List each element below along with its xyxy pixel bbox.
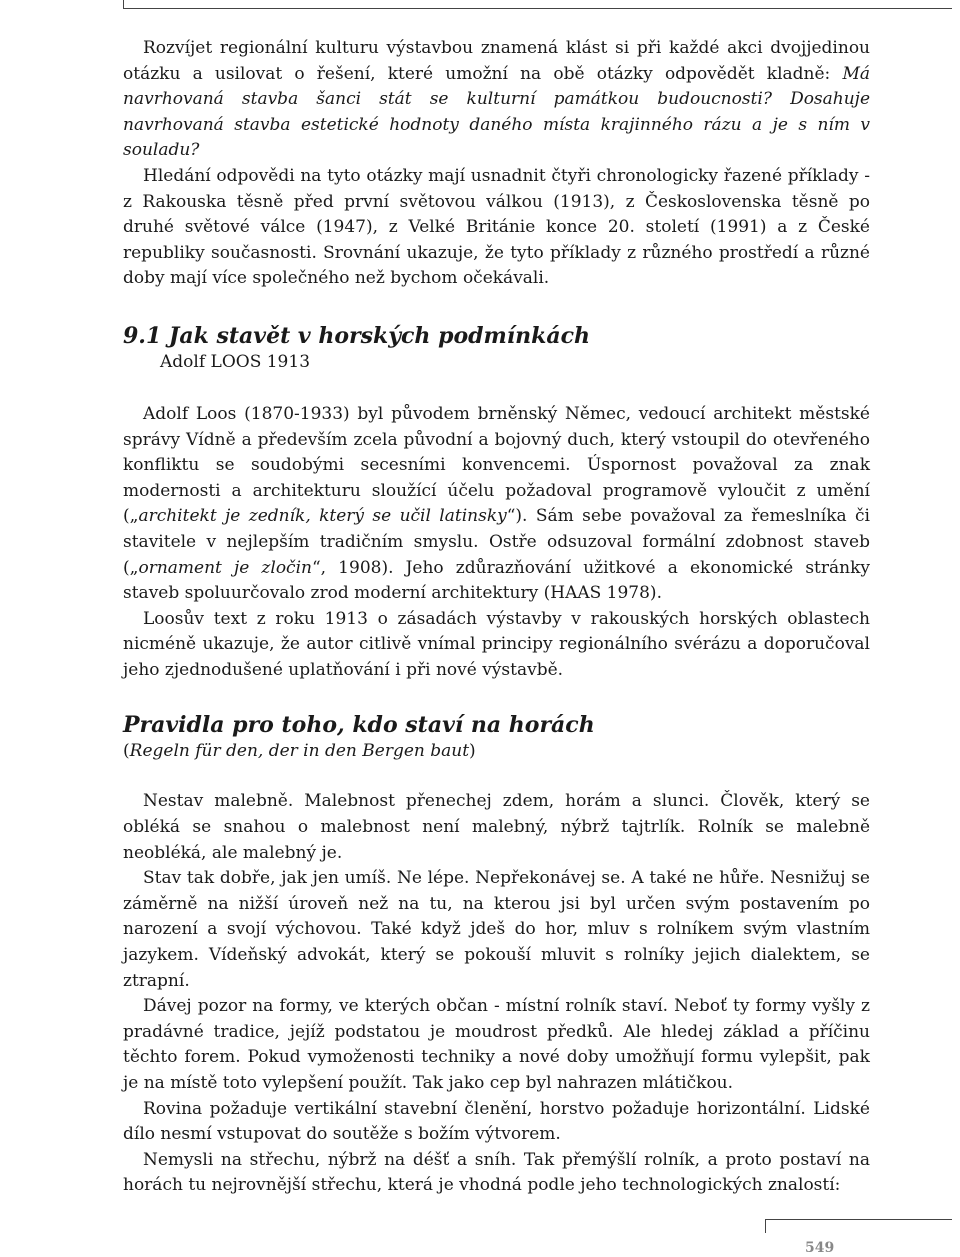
footer-rule-tick	[765, 1219, 766, 1233]
page-content	[123, 36, 870, 1199]
rule-paragraph-3: Dávej pozor na formy, ve kterých občan - místní rolník staví. Neboť ty formy vyšly z pradávné tradice, jejíž podstatou je moudrost předků. Ale hledej základ a příčinu těchto forem. Pokud vymoženosti techniky a nové doby umožňují formu vylepšit, pak je na místě toto vylepšení použít. Tak jako cep byl nahrazen mlátičkou.	[123, 996, 870, 1093]
header-rule-tick	[123, 0, 124, 8]
intro-text: Rozvíjet regionální kulturu výstavbou znamená klást si při každé akci dvojjedinou otázku a usilovat o řešení, které umožní na obě otázky odpovědět kladně:	[123, 38, 870, 84]
quote-architect: architekt je zedník, který se učil latinsky	[138, 506, 507, 527]
paragraph-loos-text: Loosův text z roku 1913 o zásadách výstavby v rakouských horských oblastech nicméně ukazuje, že autor citlivě vnímal principy regionálního svérázu a doporučoval jeho zjednodušené uplatňování i při nové výstavbě.	[123, 608, 870, 680]
rules-subtitle: (Regeln für den, der in den Bergen baut)	[123, 741, 476, 762]
page-number: 549	[805, 1240, 835, 1256]
rule-paragraph-1: Nestav malebně. Malebnost přenechej zdem, horám a slunci. Člověk, který se obléká se snahou o malebnost není malebný, nýbrž tajtrlík. Rolník se malebně neobléká, ale malebný je.	[123, 791, 870, 863]
header-rule	[123, 8, 952, 9]
rule-paragraph-5: Nemysli na střechu, nýbrž na déšť a sníh. Tak přemýšlí rolník, a proto postaví na horách tu nejrovnější střechu, která je vhodná podle jeho technologických znalostí:	[123, 1149, 870, 1196]
paragraph-examples: Hledání odpovědi na tyto otázky mají usnadnit čtyři chronologicky řazené příklady - z Rakouska těsně před první světovou válkou (1913), z Československa těsně po druhé světové válce (1947), z Velké Británie konce 20. století (1991) a z České republiky současnosti. Srovnání ukazuje, že tyto příklady z různého prostředí a různé doby mají více společného než bychom očekávali.	[123, 165, 870, 289]
rule-paragraph-2: Stav tak dobře, jak jen umíš. Ne lépe. Nepřekonávej se. A také ne hůře. Nesnižuj se záměrně na nižší úroveň než na tu, na kterou jsi byl určen svým postavením po narození a svojí výchovou. Také když jdeš do hor, mluv s rolníkem svým vlastním jazykem. Vídeňský advokát, který se pokouší mluvit s rolníky jejich dialektem, se ztrapní.	[123, 868, 870, 991]
rule-paragraph-4: Rovina požaduje vertikální stavební členění, horstvo požaduje horizontální. Lidské dílo nesmí vstupovat do soutěže s božím výtvorem.	[123, 1098, 870, 1145]
quote-ornament: ornament je zločin	[138, 557, 312, 578]
paragraph-loos-bio: Adolf Loos (1870-1933) byl původem brněnský Němec, vedoucí architekt městské správy Vídně a především zcela původní a bojovný duch, který vstoupil do otevřeného konfliktu se soudobými secesními konvencemi. Úspornost považoval za znak modernosti a architekturu sloužící účelu požadoval programově vyloučit z umění („architekt je zedník, který se učil latinsky“). Sám sebe považoval za řemeslníka či stavitele v nejlepším tradičním smyslu. Ostře odsuzoval formální zdobnost staveb („ornament je zločin“, 1908). Jeho zdůrazňování užitkové a ekonomické stránky staveb spoluurčovalo zrod moderní architektury (HAAS 1978).	[123, 403, 870, 604]
rules-heading: Pravidla pro toho, kdo staví na horách	[123, 712, 595, 739]
question-2: Dosahuje navrhovaná stavba estetické hodnoty daného místa krajinného rázu a je s ním v souladu?	[123, 89, 871, 161]
section-subtitle: Adolf LOOS 1913	[160, 351, 311, 372]
paragraph-intro	[123, 36, 870, 164]
question-1: Má navrhovaná stavba šanci stát se kulturní památkou budoucnosti?	[123, 63, 870, 110]
footer-rule	[765, 1219, 952, 1220]
section-heading: 9.1 Jak stavět v horských podmínkách	[123, 322, 591, 349]
